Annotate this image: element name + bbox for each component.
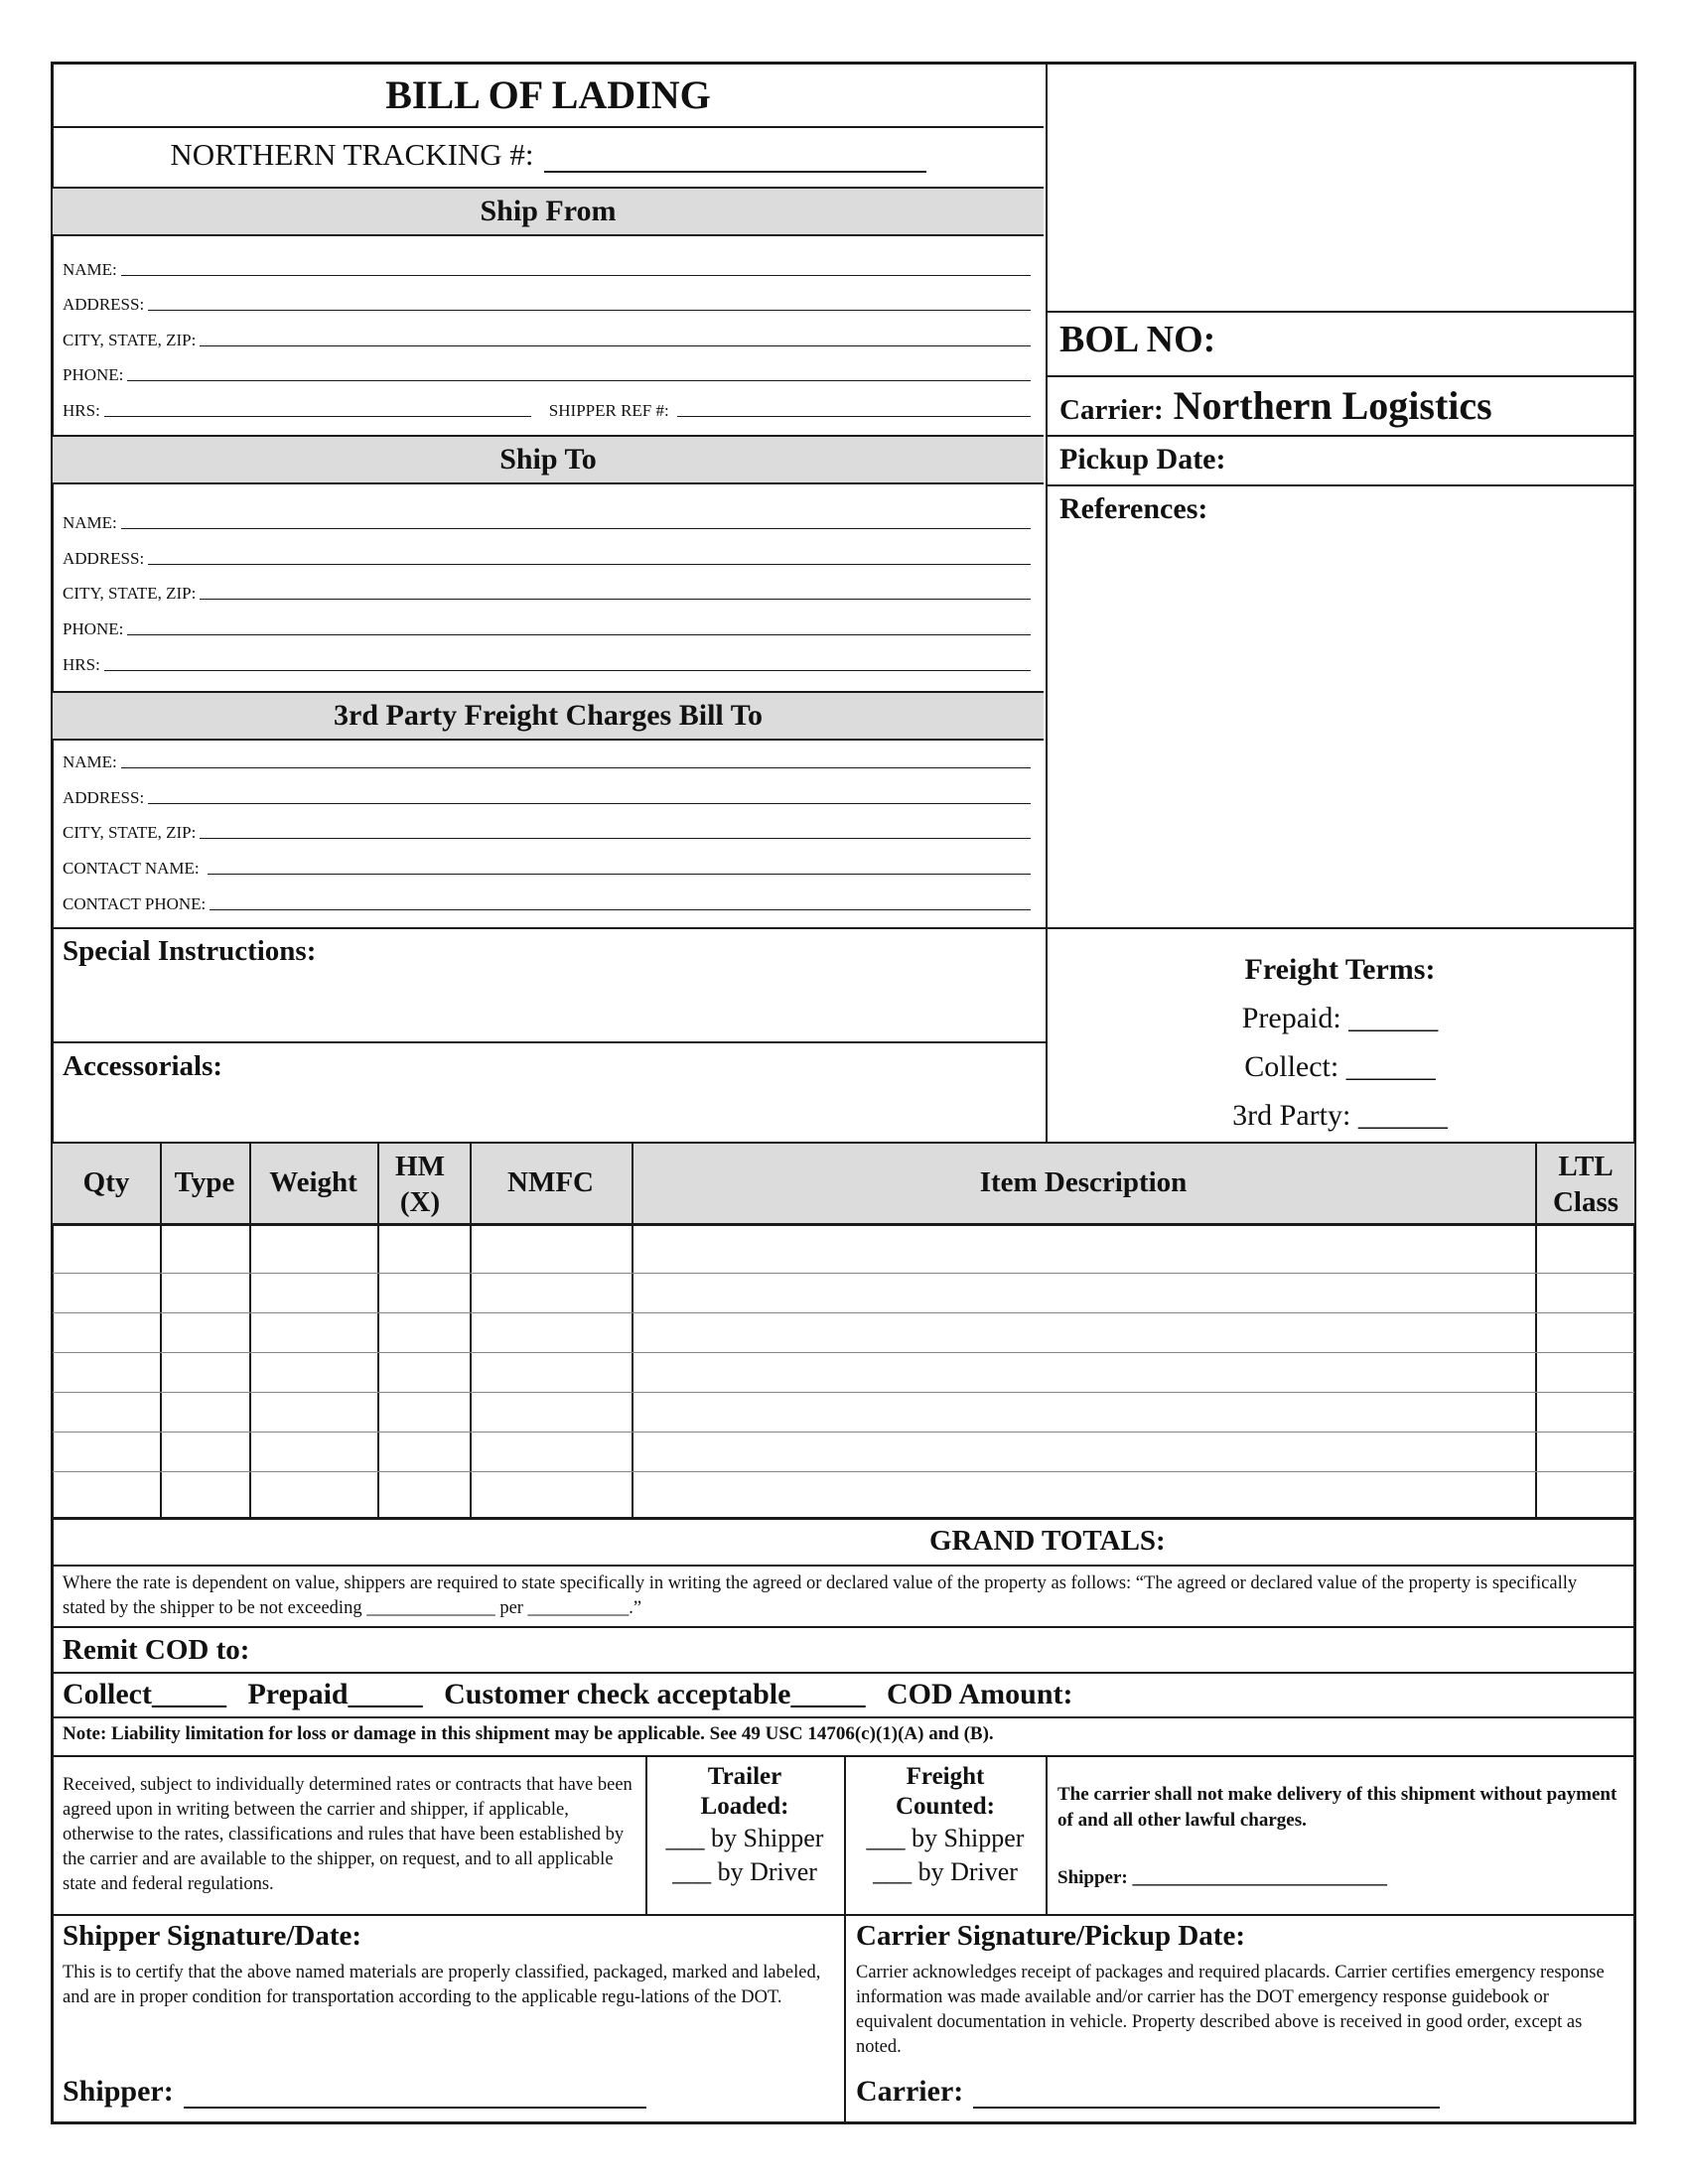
freight-counted-heading: Freight Counted:: [895, 1763, 995, 1820]
ship-to-city-field[interactable]: [200, 599, 1031, 600]
special-instructions-label: Special Instructions:: [63, 935, 317, 967]
trailer-loaded-heading: Trailer Loaded:: [700, 1763, 789, 1820]
cod-prepaid[interactable]: Prepaid_____: [247, 1678, 423, 1710]
carrier-certification-text: Carrier acknowledges receipt of packages and required placards. Carrier certifies emergency response information was made available and/or carrier has the DOT emergency response guidebook or equivalent documentation in vehicle. Property described above is received in good order, except as noted.: [856, 1963, 1605, 2057]
third-party-address-field[interactable]: [148, 803, 1031, 804]
address-label: ADDRESS:: [63, 788, 145, 807]
col-weight-header: Weight: [269, 1166, 357, 1198]
shipper-certification-text: This is to certify that the above named materials are properly classified, packaged, marked and labeled, and are in proper condition for transportation according to the applicable regu-lations of the DOT.: [63, 1963, 821, 2007]
ship-to-phone-row: [63, 619, 1031, 639]
ship-from-address-row: [63, 295, 1031, 315]
carrier-signature-label: Carrier:: [856, 2075, 964, 2108]
address-label: ADDRESS:: [63, 295, 145, 314]
liability-note: Note: Liability limitation for loss or damage in this shipment may be applicable. See 49 USC 14706(c)(1)(A) and (B).: [63, 1723, 994, 1744]
shipper-signature-row: [63, 2075, 646, 2109]
cod-customer-check[interactable]: Customer check acceptable_____: [444, 1678, 866, 1710]
table-row[interactable]: [53, 1393, 1634, 1432]
carrier-signature-field[interactable]: [973, 2081, 1440, 2109]
ship-to-hrs-row: [63, 655, 1031, 675]
table-row[interactable]: [53, 1433, 1634, 1471]
ship-from-phone-row: [63, 365, 1031, 385]
third-party-contact-phone-field[interactable]: [210, 909, 1031, 910]
ship-to-name-row: [63, 513, 1031, 533]
name-label: NAME:: [63, 752, 117, 771]
ship-to-city-row: [63, 584, 1031, 604]
tracking-row: [53, 137, 1044, 173]
declared-value-text: Where the rate is dependent on value, shippers are required to state specifically in writing the agreed or declared value of the property as follows: “The agreed or declared value of the property is specifically stated by the shipper to be not exceeding ______________ per ___________.”: [63, 1573, 1578, 1618]
ship-to-hrs-field[interactable]: [104, 670, 1031, 671]
pickup-date-label: Pickup Date:: [1059, 443, 1226, 476]
remit-cod-label: Remit COD to:: [63, 1634, 250, 1666]
table-row[interactable]: [53, 1472, 1634, 1516]
form-title: BILL OF LADING: [385, 72, 711, 117]
freight-terms-third-party[interactable]: 3rd Party: ______: [1232, 1099, 1448, 1132]
third-party-city-row: [63, 823, 1031, 843]
references-label: References:: [1059, 492, 1208, 525]
trailer-loaded: [647, 1762, 842, 1887]
col-ltl-class-header: LTL Class: [1552, 1151, 1619, 1218]
third-party-contact-phone-row: [63, 894, 1031, 914]
cod-collect[interactable]: Collect_____: [63, 1678, 226, 1710]
ship-to-address-field[interactable]: [148, 564, 1031, 565]
freight-terms-prepaid[interactable]: Prepaid: ______: [1241, 1002, 1439, 1034]
table-row[interactable]: [53, 1274, 1634, 1312]
grand-totals-label: GRAND TOTALS:: [929, 1525, 1166, 1557]
carrier-row: [1059, 382, 1492, 429]
carrier-no-delivery-text: The carrier shall not make delivery of this shipment without payment of and all other lawful charges.: [1057, 1784, 1618, 1831]
freight-counted: [846, 1762, 1045, 1887]
name-label: NAME:: [63, 260, 117, 279]
third-party-name-row: [63, 752, 1031, 772]
ship-from-name-field[interactable]: [121, 275, 1031, 276]
freight-by-driver[interactable]: ___ by Driver: [873, 1857, 1018, 1886]
third-party-heading: 3rd Party Freight Charges Bill To: [53, 693, 1044, 739]
third-party-contact-name-row: [63, 859, 1031, 879]
ship-from-city-row: [63, 331, 1031, 350]
ship-to-phone-field[interactable]: [127, 634, 1031, 635]
address-label: ADDRESS:: [63, 549, 145, 568]
trailer-by-shipper[interactable]: ___ by Shipper: [665, 1824, 824, 1852]
freight-by-shipper[interactable]: ___ by Shipper: [866, 1824, 1025, 1852]
third-party-address-row: [63, 788, 1031, 808]
shipper-ref-field[interactable]: [677, 416, 1031, 417]
col-type-header: Type: [174, 1166, 235, 1198]
shipper-signature-field[interactable]: [184, 2081, 646, 2109]
trailer-by-driver[interactable]: ___ by Driver: [672, 1857, 817, 1886]
table-row[interactable]: [53, 1313, 1634, 1352]
terms-shipper-line[interactable]: Shipper: ___________________________: [1057, 1867, 1387, 1888]
col-qty-header: Qty: [82, 1166, 130, 1198]
third-party-name-field[interactable]: [121, 767, 1031, 768]
ship-from-city-field[interactable]: [200, 345, 1031, 346]
ship-from-hrs-row: [63, 401, 1031, 421]
hrs-label: HRS:: [63, 401, 100, 420]
bol-no-label: BOL NO:: [1059, 319, 1216, 360]
shipper-signature-label: Shipper:: [63, 2075, 174, 2108]
ship-to-heading: Ship To: [53, 437, 1044, 482]
ship-to-name-field[interactable]: [121, 528, 1031, 529]
third-party-city-field[interactable]: [200, 838, 1031, 839]
col-nmfc-header: NMFC: [507, 1166, 594, 1198]
ship-to-address-row: [63, 549, 1031, 569]
ship-from-address-field[interactable]: [148, 310, 1031, 311]
tracking-number-field[interactable]: [544, 141, 926, 173]
freight-terms: [1046, 945, 1634, 1140]
cod-amount-label: COD Amount:: [886, 1678, 1073, 1710]
table-row[interactable]: [53, 1353, 1634, 1392]
col-hm-header: HM (X): [395, 1151, 445, 1218]
received-terms-text: Received, subject to individually determined rates or contracts that have been agreed upon in writing between the carrier and shipper, if applicable, otherwise to the rates, classifications and rules that have been established by the carrier and are available to the shipper, on request, and to all applicable state and federal regulations.: [63, 1775, 633, 1894]
carrier-label: Carrier:: [1059, 394, 1164, 426]
col-description-header: Item Description: [979, 1166, 1188, 1198]
phone-label: PHONE:: [63, 619, 124, 638]
ship-from-name-row: [63, 260, 1031, 280]
ship-from-heading: Ship From: [53, 189, 1044, 234]
freight-terms-heading: Freight Terms:: [1244, 953, 1436, 986]
carrier-signature-row: [856, 2075, 1440, 2109]
carrier-name: Northern Logistics: [1173, 383, 1492, 428]
carrier-signature-heading: Carrier Signature/Pickup Date:: [856, 1920, 1245, 1952]
third-party-contact-name-field[interactable]: [208, 874, 1031, 875]
contact-name-label: CONTACT NAME:: [63, 859, 200, 878]
shipper-ref-label: SHIPPER REF #:: [548, 401, 669, 420]
accessorials-label: Accessorials:: [63, 1050, 223, 1082]
hrs-label: HRS:: [63, 655, 100, 674]
name-label: NAME:: [63, 513, 117, 532]
contact-phone-label: CONTACT PHONE:: [63, 894, 207, 913]
cod-line: [63, 1678, 1072, 1711]
city-label: CITY, STATE, ZIP:: [63, 823, 197, 842]
table-row[interactable]: [53, 1225, 1634, 1273]
tracking-label: NORTHERN TRACKING #:: [170, 137, 534, 172]
ship-from-hrs-field[interactable]: [104, 416, 531, 417]
ship-from-phone-field[interactable]: [127, 380, 1031, 381]
shipper-signature-heading: Shipper Signature/Date:: [63, 1920, 362, 1952]
freight-terms-collect[interactable]: Collect: ______: [1244, 1050, 1436, 1083]
city-label: CITY, STATE, ZIP:: [63, 584, 197, 603]
city-label: CITY, STATE, ZIP:: [63, 331, 197, 349]
phone-label: PHONE:: [63, 365, 124, 384]
